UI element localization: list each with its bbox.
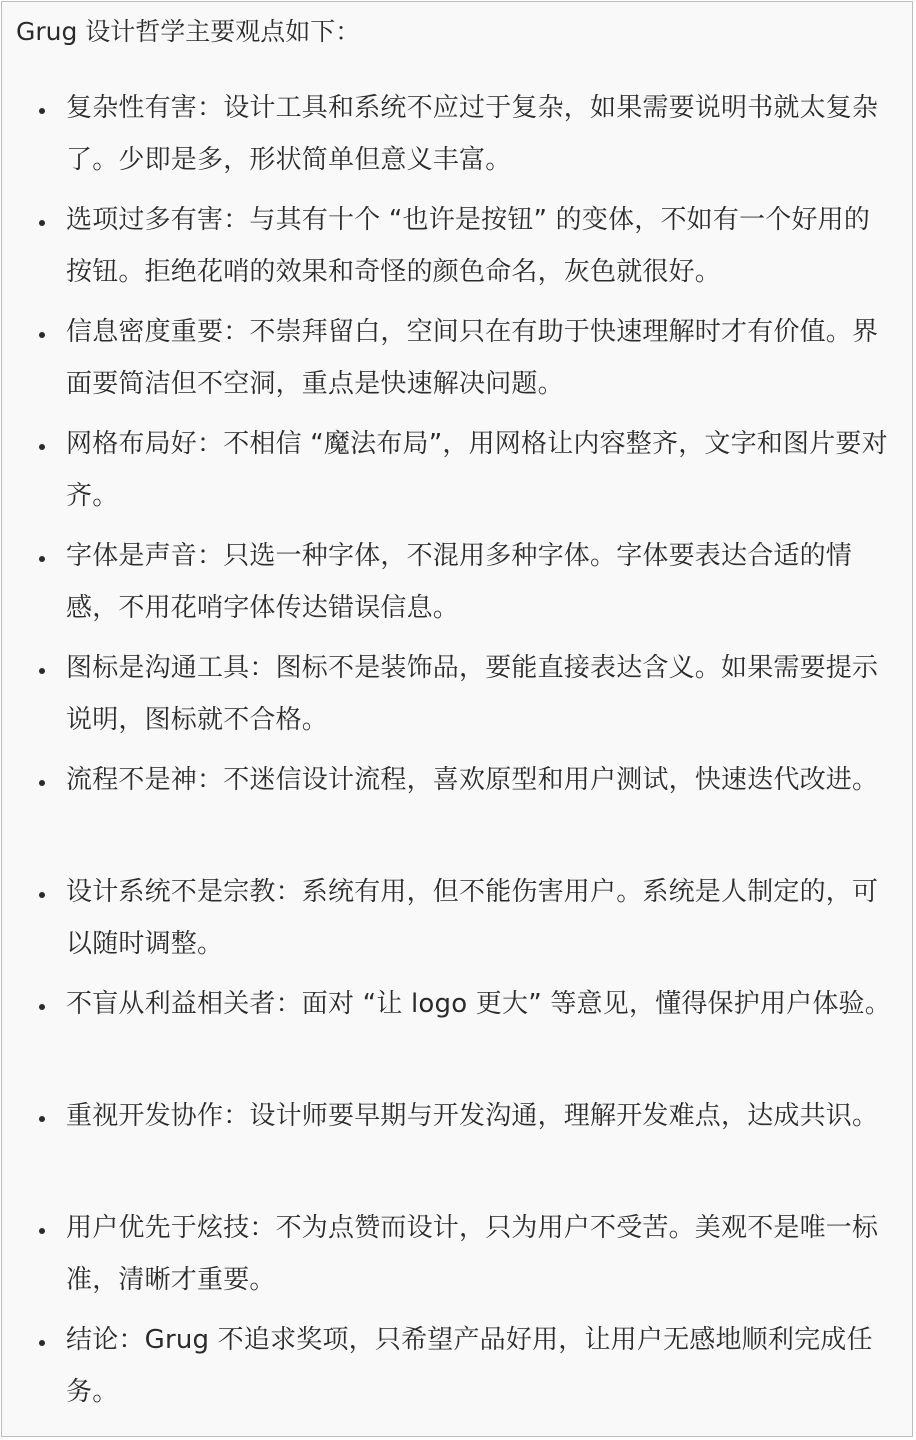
bullet-dot-icon bbox=[39, 108, 45, 114]
bullet-dot-icon bbox=[39, 444, 45, 450]
bullet-dot-icon bbox=[39, 220, 45, 226]
list-item bbox=[2, 648, 914, 760]
list-item-text: 网格布局好：不相信 “魔法布局”，用网格让内容整齐，文字和图片要对齐。 bbox=[66, 429, 888, 511]
list-item-text: 流程不是神：不迷信设计流程，喜欢原型和用户测试，快速迭代改进。 bbox=[66, 765, 879, 795]
list-item-text: 复杂性有害：设计工具和系统不应过于复杂，如果需要说明书就太复杂了。少即是多，形状简单但意义丰富。 bbox=[66, 93, 879, 175]
list-item bbox=[2, 760, 914, 872]
bullet-dot-icon bbox=[39, 892, 45, 898]
list-item-text: 选项过多有害：与其有十个 “也许是按钮” 的变体，不如有一个好用的按钮。拒绝花哨的效果和奇怪的颜色命名，灰色就很好。 bbox=[66, 205, 871, 287]
list-item bbox=[2, 536, 914, 648]
bullet-dot-icon bbox=[39, 668, 45, 674]
list-item-text: 设计系统不是宗教：系统有用，但不能伤害用户。系统是人制定的，可以随时调整。 bbox=[66, 877, 879, 959]
bullet-dot-icon bbox=[39, 1116, 45, 1122]
bullet-dot-icon bbox=[39, 556, 45, 562]
list-item bbox=[2, 872, 914, 984]
bullet-dot-icon bbox=[39, 1228, 45, 1234]
list-item bbox=[2, 984, 914, 1096]
list-item-text: 不盲从利益相关者：面对 “让 logo 更大” 等意见，懂得保护用户体验。 bbox=[66, 989, 891, 1019]
list-item-text: 字体是声音：只选一种字体，不混用多种字体。字体要表达合适的情感，不用花哨字体传达错误信息。 bbox=[66, 541, 853, 623]
bullet-dot-icon bbox=[39, 1340, 45, 1346]
list-item bbox=[2, 88, 914, 200]
bullet-dot-icon bbox=[39, 1004, 45, 1010]
list-item-text: 图标是沟通工具：图标不是装饰品，要能直接表达含义。如果需要提示说明，图标就不合格。 bbox=[66, 653, 879, 735]
list-item bbox=[2, 1096, 914, 1208]
list-item bbox=[2, 200, 914, 312]
bullet-list bbox=[2, 88, 914, 1432]
message-panel bbox=[1, 1, 913, 1437]
bullet-dot-icon bbox=[39, 332, 45, 338]
list-item-text: 用户优先于炫技：不为点赞而设计，只为用户不受苦。美观不是唯一标准，清晰才重要。 bbox=[66, 1213, 879, 1295]
list-item bbox=[2, 424, 914, 536]
list-item bbox=[2, 312, 914, 424]
list-item bbox=[2, 1320, 914, 1432]
list-item bbox=[2, 1208, 914, 1320]
intro-text: Grug 设计哲学主要观点如下： bbox=[16, 17, 361, 46]
list-item-text: 重视开发协作：设计师要早期与开发沟通，理解开发难点，达成共识。 bbox=[66, 1101, 879, 1131]
list-item-text: 信息密度重要：不崇拜留白，空间只在有助于快速理解时才有价值。界面要简洁但不空洞，重点是快速解决问题。 bbox=[66, 317, 879, 399]
list-item-text: 结论：Grug 不追求奖项，只希望产品好用，让用户无感地顺利完成任务。 bbox=[66, 1325, 873, 1407]
bullet-dot-icon bbox=[39, 780, 45, 786]
